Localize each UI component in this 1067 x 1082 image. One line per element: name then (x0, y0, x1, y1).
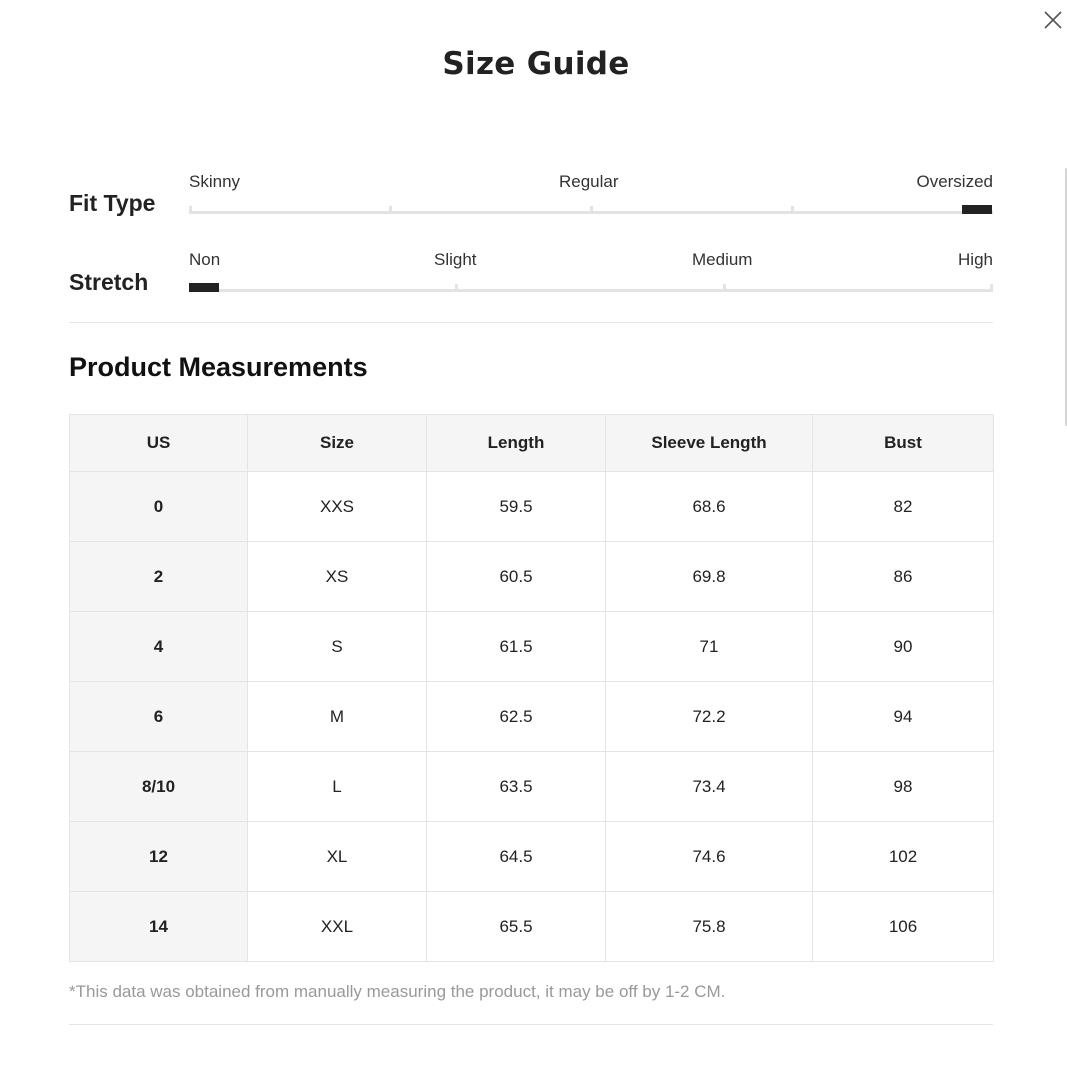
cell-length: 62.5 (427, 682, 606, 752)
table-row (70, 892, 994, 962)
table-row (70, 752, 994, 822)
cell-us: 14 (70, 892, 248, 962)
track-tick (990, 284, 993, 292)
cell-size: L (248, 752, 427, 822)
table-row (70, 472, 994, 542)
stretch-scale (189, 250, 993, 272)
cell-bust: 90 (813, 612, 994, 682)
stretch-option-high: High (958, 250, 993, 269)
stretch-option-medium: Medium (692, 250, 753, 269)
close-button[interactable] (1041, 8, 1065, 32)
measurement-footnote: *This data was obtained from manually measuring the product, it may be off by 1-2 CM. (69, 982, 726, 1001)
cell-length: 63.5 (427, 752, 606, 822)
close-icon (1041, 8, 1065, 32)
track-tick (723, 284, 726, 292)
cell-sleeve-length: 68.6 (606, 472, 813, 542)
cell-us: 2 (70, 542, 248, 612)
measurements-title: Product Measurements (69, 352, 368, 382)
cell-us: 6 (70, 682, 248, 752)
measurements-table (69, 414, 994, 962)
track-tick (791, 206, 794, 214)
stretch-label: Stretch (69, 269, 149, 295)
table-header-row (70, 415, 994, 472)
stretch-option-non: Non (189, 250, 221, 269)
track-tick (590, 206, 593, 214)
cell-us: 0 (70, 472, 248, 542)
cell-sleeve-length: 72.2 (606, 682, 813, 752)
dialog-title: Size Guide (442, 46, 630, 82)
stretch-track (189, 289, 993, 292)
cell-us: 8/10 (70, 752, 248, 822)
section-divider (69, 322, 993, 323)
cell-size: S (248, 612, 427, 682)
track-tick (189, 206, 192, 214)
track-tick (389, 206, 392, 214)
fit-type-label: Fit Type (69, 190, 156, 216)
cell-size: M (248, 682, 427, 752)
fit-type-row (69, 172, 993, 222)
cell-length: 60.5 (427, 542, 606, 612)
cell-us: 12 (70, 822, 248, 892)
cell-size: XXS (248, 472, 427, 542)
column-header-us: US (70, 415, 248, 472)
cell-length: 65.5 (427, 892, 606, 962)
track-tick (455, 284, 458, 292)
cell-length: 61.5 (427, 612, 606, 682)
cell-us: 4 (70, 612, 248, 682)
fit-type-option-oversized: Oversized (916, 172, 993, 191)
fit-type-option-skinny: Skinny (189, 172, 241, 191)
fit-type-marker (962, 205, 992, 214)
column-header-length: Length (427, 415, 606, 472)
fit-type-scale (189, 172, 993, 194)
table-row (70, 612, 994, 682)
column-header-sleeve-length: Sleeve Length (606, 415, 813, 472)
cell-bust: 82 (813, 472, 994, 542)
cell-length: 64.5 (427, 822, 606, 892)
table-row (70, 822, 994, 892)
cell-bust: 102 (813, 822, 994, 892)
cell-bust: 86 (813, 542, 994, 612)
column-header-bust: Bust (813, 415, 994, 472)
cell-sleeve-length: 75.8 (606, 892, 813, 962)
stretch-marker (189, 283, 219, 292)
cell-length: 59.5 (427, 472, 606, 542)
cell-sleeve-length: 73.4 (606, 752, 813, 822)
cell-sleeve-length: 69.8 (606, 542, 813, 612)
cell-bust: 106 (813, 892, 994, 962)
bottom-divider (69, 1024, 993, 1025)
cell-sleeve-length: 74.6 (606, 822, 813, 892)
fit-type-track (189, 211, 993, 214)
cell-bust: 94 (813, 682, 994, 752)
cell-size: XXL (248, 892, 427, 962)
table-row (70, 542, 994, 612)
column-header-size: Size (248, 415, 427, 472)
stretch-row (69, 250, 993, 300)
cell-size: XL (248, 822, 427, 892)
stretch-option-slight: Slight (434, 250, 477, 269)
fit-type-option-regular: Regular (559, 172, 619, 191)
table-row (70, 682, 994, 752)
cell-bust: 98 (813, 752, 994, 822)
cell-size: XS (248, 542, 427, 612)
cell-sleeve-length: 71 (606, 612, 813, 682)
